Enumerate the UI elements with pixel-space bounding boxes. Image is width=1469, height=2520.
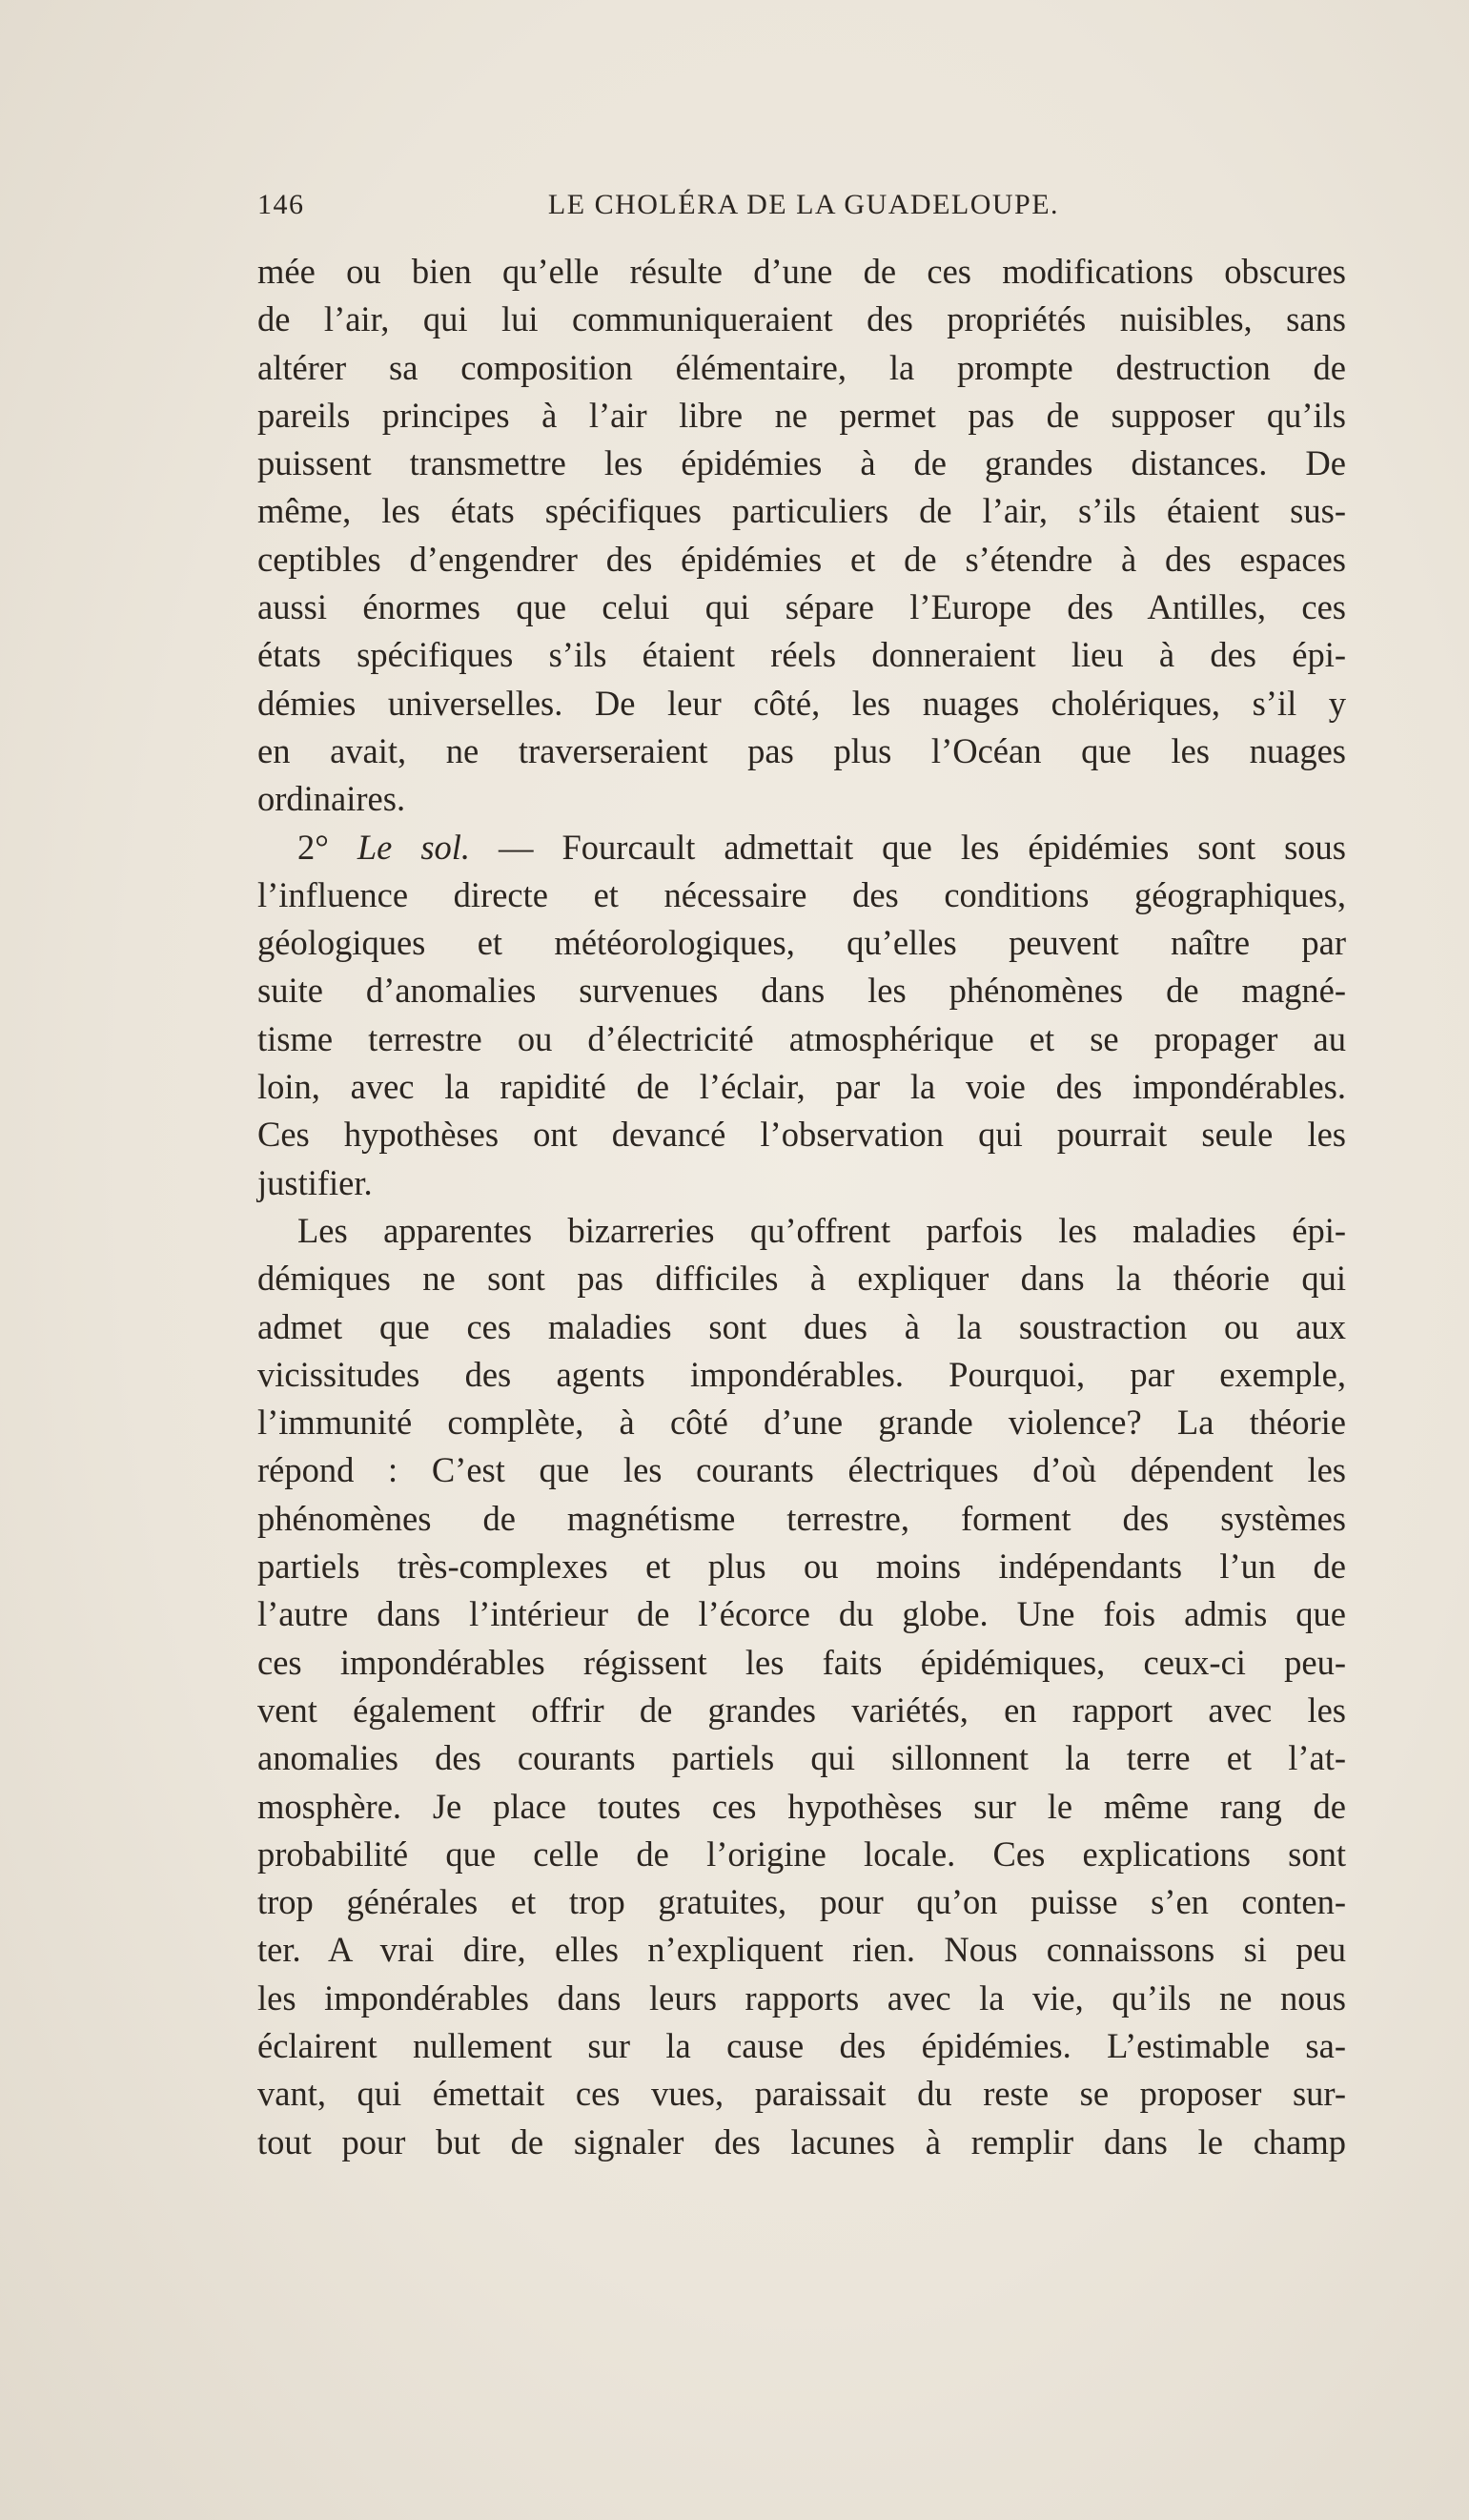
text-line: l’influence directe et nécessaire des conditions géographiques, [257, 874, 1346, 914]
text-line: répond : C’est que les courants électriques d’où dépendent les [257, 1450, 1346, 1490]
text-line: l’immunité complète, à côté d’une grande violence? La théorie [257, 1403, 1346, 1443]
section-text: — Fourcault admettait que les épidémies sont sous [499, 827, 1347, 867]
text-line: mée ou bien qu’elle résulte d’une de ces modifications obscures [257, 252, 1346, 291]
section-heading-line [257, 824, 1346, 871]
body-text [257, 248, 1346, 2166]
text-line: pareils principes à l’air libre ne permet pas de supposer qu’ils [257, 395, 1346, 435]
text-line: altérer sa composition élémentaire, la prompte destruction de [257, 347, 1346, 387]
text-line: vicissitudes des agents impondérables. Pourquoi, par exemple, [257, 1354, 1346, 1394]
text-line: vant, qui émettait ces vues, paraissait du reste se proposer sur- [257, 2074, 1346, 2114]
text-line: anomalies des courants partiels qui sillonnent la terre et l’at- [257, 1738, 1346, 1778]
text-line: Ces hypothèses ont devancé l’observation qui pourrait seule les [257, 1115, 1346, 1155]
text-line: justifier. [257, 1162, 373, 1202]
text-line: partiels très-complexes et plus ou moins indépendants l’un de [257, 1547, 1346, 1587]
text-line: trop générales et trop gratuites, pour qu’on puisse s’en conten- [257, 1882, 1346, 1922]
text-line: géologiques et météorologiques, qu’elles peuvent naître par [257, 923, 1346, 963]
text-line: en avait, ne traverseraient pas plus l’Océan que les nuages [257, 730, 1346, 770]
section-number: 2° [297, 827, 329, 867]
text-line: puissent transmettre les épidémies à de grandes distances. De [257, 443, 1346, 483]
section-title: Le sol. [357, 827, 471, 867]
text-line: démiques ne sont pas difficiles à expliquer dans la théorie qui [257, 1259, 1346, 1299]
text-line: l’autre dans l’intérieur de l’écorce du globe. Une fois admis que [257, 1594, 1346, 1634]
running-title: LE CHOLÉRA DE LA GUADELOUPE. [547, 189, 1060, 220]
text-line: même, les états spécifiques particuliers de l’air, s’ils étaient sus- [257, 491, 1346, 531]
text-line: vent également offrir de grandes variétés, en rapport avec les [257, 1690, 1346, 1730]
page-header [257, 189, 1350, 235]
text-line: états spécifiques s’ils étaient réels donneraient lieu à des épi- [257, 635, 1346, 675]
text-line: démies universelles. De leur côté, les nuages cholériques, s’il y [257, 683, 1346, 723]
text-line: les impondérables dans leurs rapports avec la vie, qu’ils ne nous [257, 1977, 1346, 2018]
text-line: phénomènes de magnétisme terrestre, forment des systèmes [257, 1498, 1346, 1538]
text-line: tisme terrestre ou d’électricité atmosphérique et se propager au [257, 1018, 1346, 1058]
text-line: tout pour but de signaler des lacunes à remplir dans le champ [257, 2121, 1346, 2161]
text-line: mosphère. Je place toutes ces hypothèses sur le même rang de [257, 1786, 1346, 1826]
text-line: aussi énormes que celui qui sépare l’Europe des Antilles, ces [257, 587, 1346, 627]
text-line: Les apparentes bizarreries qu’offrent parfois les maladies épi- [297, 1210, 1346, 1250]
page-number: 146 [257, 189, 305, 220]
text-line: probabilité que celle de l’origine locale. Ces explications sont [257, 1834, 1346, 1874]
text-line: ces impondérables régissent les faits épidémiques, ceux-ci peu- [257, 1642, 1346, 1682]
text-line: loin, avec la rapidité de l’éclair, par la voie des impondérables. [257, 1067, 1346, 1107]
text-line: ordinaires. [257, 779, 406, 819]
text-line: ceptibles d’engendrer des épidémies et de s’étendre à des espaces [257, 539, 1346, 579]
text-line: de l’air, qui lui communiqueraient des propriétés nuisibles, sans [257, 299, 1346, 339]
text-line: admet que ces maladies sont dues à la soustraction ou aux [257, 1306, 1346, 1346]
text-line: suite d’anomalies survenues dans les phénomènes de magné- [257, 971, 1346, 1011]
text-line: ter. A vrai dire, elles n’expliquent rien. Nous connaissons si peu [257, 1930, 1346, 1970]
text-line: éclairent nullement sur la cause des épidémies. L’estimable sa- [257, 2025, 1346, 2065]
